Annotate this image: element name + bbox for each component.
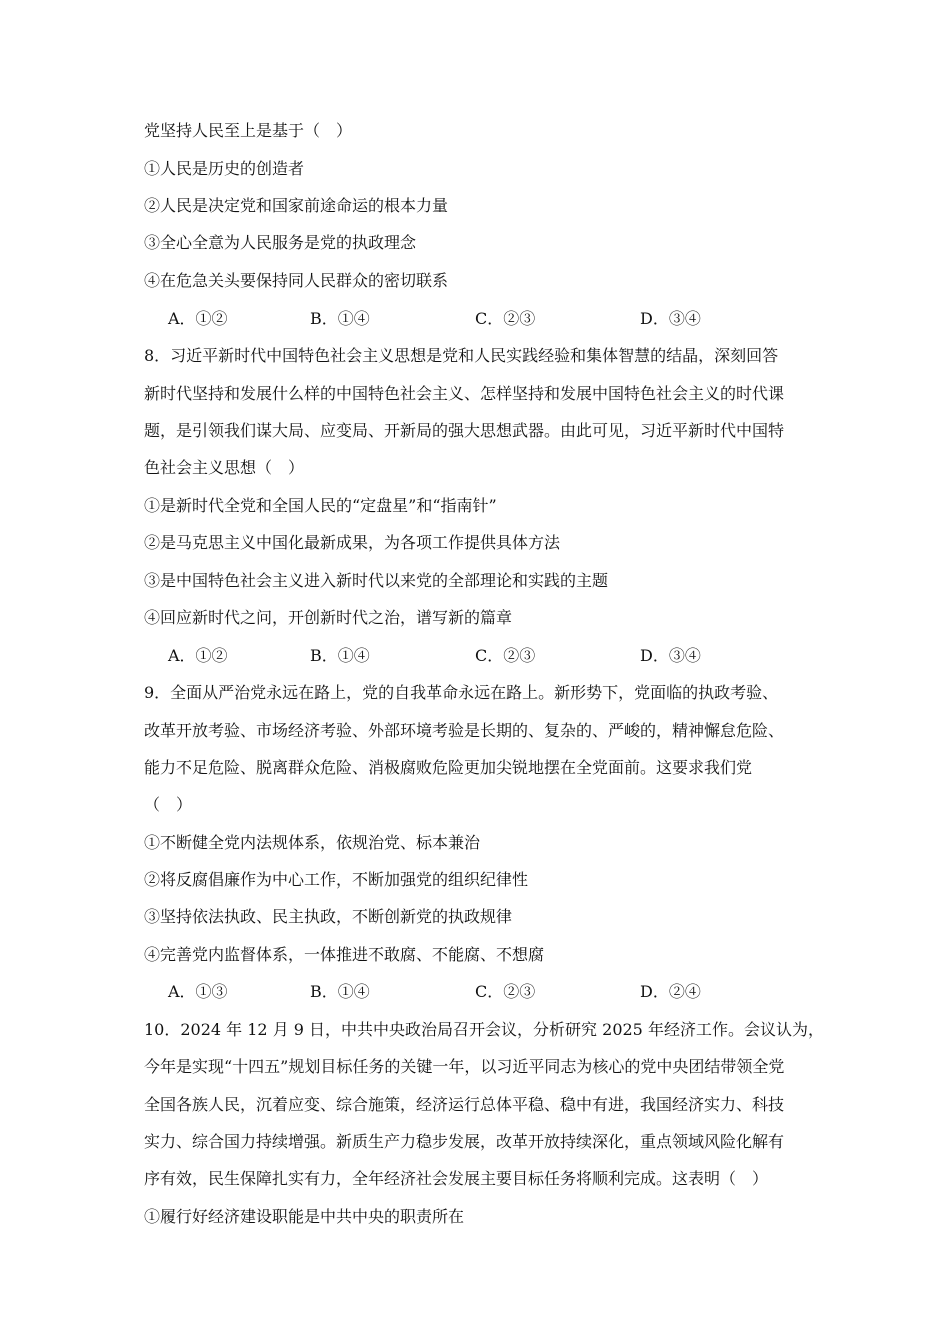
q8-stem-line-1: 8．习近平新时代中国特色社会主义思想是党和人民实践经验和集体智慧的结晶，深刻回答	[144, 346, 779, 365]
q10-stem-line-1: 10．2024 年 12 月 9 日，中共中央政治局召开会议，分析研究 2025 年经济工作。会议认为，	[144, 1020, 824, 1039]
q7-statement-4: ④在危急关头要保持同人民群众的密切联系	[144, 271, 449, 290]
q8-stem-line-2: 新时代坚持和发展什么样的中国特色社会主义、怎样坚持和发展中国特色社会主义的时代课	[144, 384, 785, 403]
q7-statement-2: ②人民是决定党和国家前途命运的根本力量	[144, 196, 449, 215]
q9-statement-2: ②将反腐倡廉作为中心工作，不断加强党的组织纪律性	[144, 870, 529, 889]
q7-options	[168, 308, 818, 330]
q9-statement-4: ④完善党内监督体系，一体推进不敢腐、不能腐、不想腐	[144, 945, 545, 964]
q9-stem-line-2: 改革开放考验、市场经济考验、外部环境考验是长期的、复杂的、严峻的，精神懈怠危险、	[144, 721, 785, 740]
q10-stem-line-4: 实力、综合国力持续增强。新质生产力稳步发展，改革开放持续深化，重点领域风险化解有	[144, 1132, 785, 1151]
q9-option-d[interactable]: D．②④	[640, 982, 701, 1001]
q9-option-b[interactable]: B．①④	[310, 982, 370, 1001]
q8-option-b[interactable]: B．①④	[310, 646, 370, 665]
q9-stem-line-4: （ ）	[144, 795, 193, 814]
q8-option-a[interactable]: A．①②	[168, 646, 228, 665]
q7-option-c[interactable]: C．②③	[475, 309, 536, 328]
q7-statement-3: ③全心全意为人民服务是党的执政理念	[144, 233, 417, 252]
q7-option-d[interactable]: D．③④	[640, 309, 701, 328]
q8-option-d[interactable]: D．③④	[640, 646, 701, 665]
q8-statement-3: ③是中国特色社会主义进入新时代以来党的全部理论和实践的主题	[144, 571, 609, 590]
q8-stem-line-3: 题，是引领我们谋大局、应变局、开新局的强大思想武器。由此可见，习近平新时代中国特	[144, 421, 785, 440]
q9-stem-line-1: 9．全面从严治党永远在路上，党的自我革命永远在路上。新形势下，党面临的执政考验、	[144, 683, 779, 702]
q7-option-a[interactable]: A．①②	[168, 309, 228, 328]
q8-statement-2: ②是马克思主义中国化最新成果，为各项工作提供具体方法	[144, 533, 561, 552]
q10-statement-1: ①履行好经济建设职能是中共中央的职责所在	[144, 1207, 465, 1226]
q8-statement-1: ①是新时代全党和全国人民的“定盘星”和“指南针”	[144, 496, 497, 515]
q7-statement-1: ①人民是历史的创造者	[144, 159, 305, 178]
q9-statement-1: ①不断健全党内法规体系，依规治党、标本兼治	[144, 833, 481, 852]
q8-statement-4: ④回应新时代之问，开创新时代之治，谱写新的篇章	[144, 608, 513, 627]
q8-options	[168, 645, 818, 667]
q9-statement-3: ③坚持依法执政、民主执政，不断创新党的执政规律	[144, 907, 513, 926]
q10-stem-line-5: 序有效，民生保障扎实有力，全年经济社会发展主要目标任务将顺利完成。这表明（ ）	[144, 1169, 769, 1188]
q9-option-c[interactable]: C．②③	[475, 982, 536, 1001]
q10-stem-line-2: 今年是实现“十四五”规划目标任务的关键一年，以习近平同志为核心的党中央团结带领全党	[144, 1057, 785, 1076]
q7-stem: 党坚持人民至上是基于（ ）	[144, 121, 353, 140]
q7-option-b[interactable]: B．①④	[310, 309, 370, 328]
q9-option-a[interactable]: A．①③	[168, 982, 228, 1001]
q8-stem-line-4: 色社会主义思想（ ）	[144, 458, 305, 477]
q10-stem-line-3: 全国各族人民，沉着应变、综合施策，经济运行总体平稳、稳中有进，我国经济实力、科技	[144, 1095, 785, 1114]
q9-stem-line-3: 能力不足危险、脱离群众危险、消极腐败危险更加尖锐地摆在全党面前。这要求我们党	[144, 758, 753, 777]
q9-options	[168, 981, 818, 1003]
q8-option-c[interactable]: C．②③	[475, 646, 536, 665]
